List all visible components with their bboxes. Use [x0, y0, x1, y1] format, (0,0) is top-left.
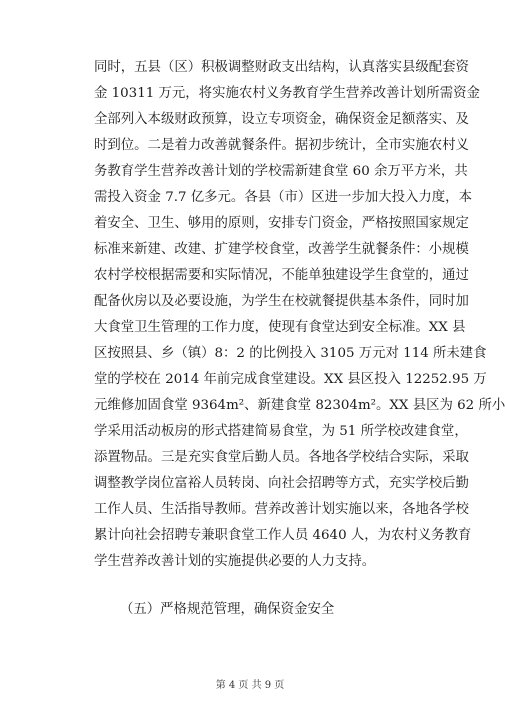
text-line: 配备伙房以及必要设施，为学生在校就餐提供基本条件，同时加 [94, 294, 469, 309]
text-line: 农村学校根据需要和实际情况，不能单独建设学生食堂的，通过 [94, 268, 469, 283]
text-line: 堂的学校在 2014 年前完成食堂建设。XX 县区投入 12252.95 万 [94, 372, 487, 387]
section-heading: （五）严格规范管理，确保资金安全 [120, 602, 335, 617]
text-line: 累计向社会招聘专兼职食堂工作人员 4640 人，为农村义务教育 [94, 528, 472, 543]
text-line: 时到位。二是着力改善就餐条件。据初步统计，全市实施农村义 [94, 138, 469, 153]
text-line: 标准来新建、改建、扩建学校食堂，改善学生就餐条件：小规模 [94, 242, 469, 257]
text-line: 区按照县、乡（镇）8：2 的比例投入 3105 万元对 114 所未建食 [94, 346, 487, 361]
text-line: 大食堂卫生管理的工作力度，使现有食堂达到安全标准。XX 县 [94, 320, 466, 335]
text-line: 学生营养改善计划的实施提供必要的人力支持。 [94, 554, 376, 569]
text-line: 务教育学生营养改善计划的学校需新建食堂 60 余万平方米，共 [94, 164, 468, 179]
text-line: 需投入资金 7.7 亿多元。各县（市）区进一步加大投入力度，本 [94, 190, 472, 205]
text-line: 调整教学岗位富裕人员转岗、向社会招聘等方式，充实学校后勤 [94, 476, 469, 491]
text-line: 同时，五县（区）积极调整财政支出结构，认真落实县级配套资 [94, 60, 469, 75]
text-line: 着安全、卫生、够用的原则，安排专门资金，严格按照国家规定 [94, 216, 469, 231]
text-line: 添置物品。三是充实食堂后勤人员。各地各学校结合实际，采取 [94, 450, 469, 465]
text-line: 工作人员、生活指导教师。营养改善计划实施以来，各地各学校 [94, 502, 469, 517]
text-line: 全部列入本级财政预算，设立专项资金，确保资金足额落实、及 [94, 112, 469, 127]
text-line: 学采用活动板房的形式搭建简易食堂，为 51 所学校改建食堂， [94, 424, 468, 439]
body-paragraph [94, 55, 505, 575]
page-number-footer: 第 4 页 共 9 页 [215, 680, 285, 691]
text-line: 金 10311 万元，将实施农村义务教育学生营养改善计划所需资金 [94, 86, 480, 101]
text-line: 元维修加固食堂 9364m²、新建食堂 82304m²。XX 县区为 62 所小 [94, 398, 505, 413]
